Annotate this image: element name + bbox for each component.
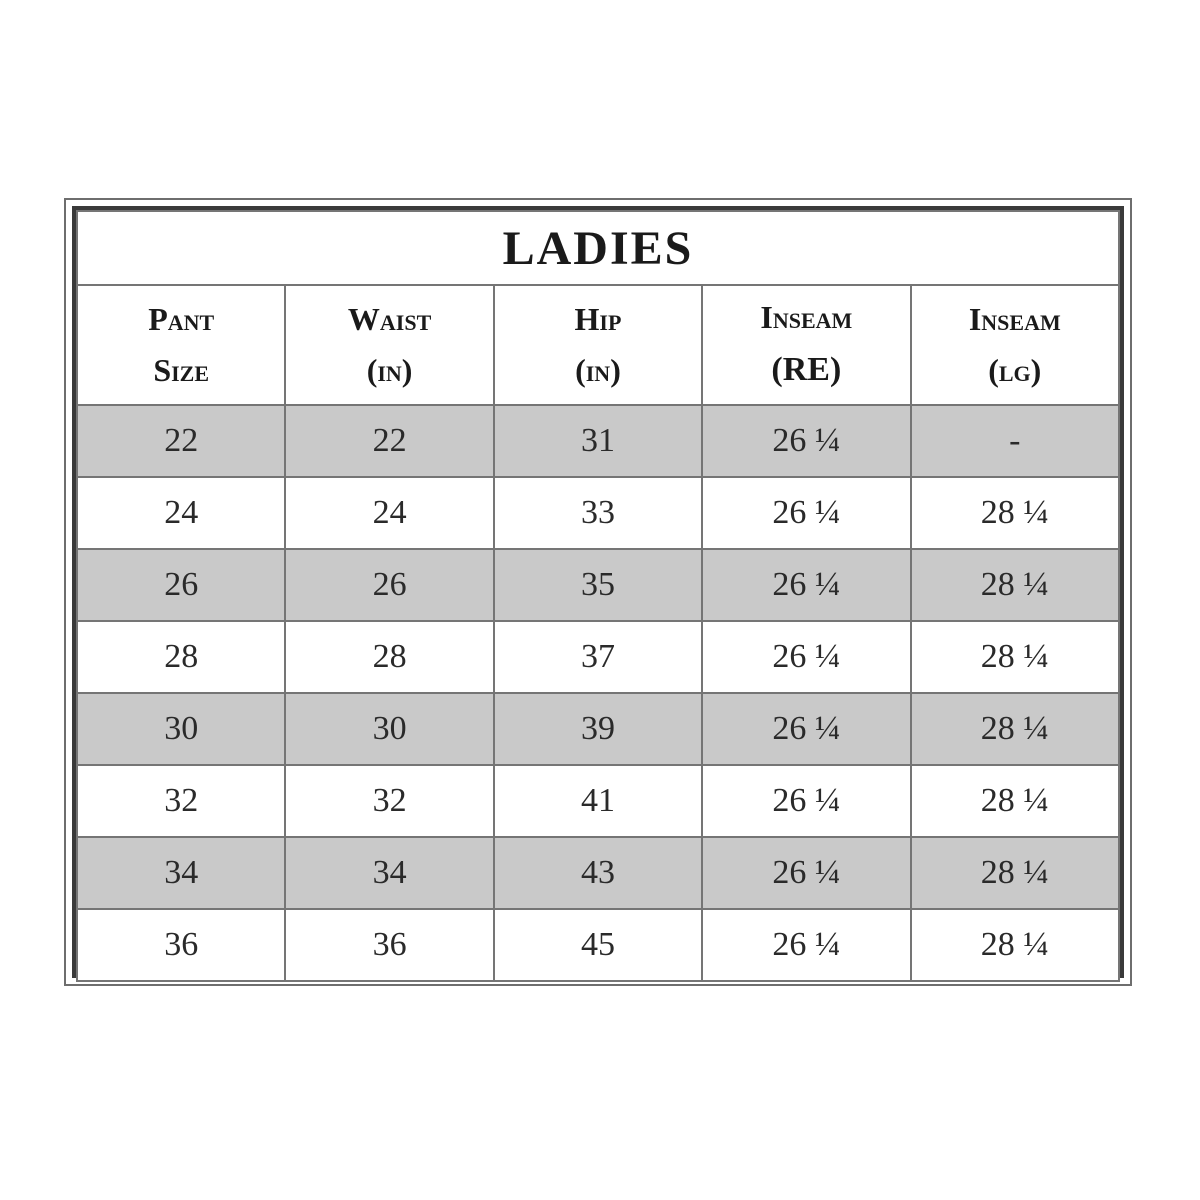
header-line1: Pant [148,300,215,337]
table-cell: 28 ¼ [911,909,1119,981]
header-line2: (lg) [988,352,1042,388]
table-cell: 24 [285,477,493,549]
table-cell: 30 [285,693,493,765]
table-cell: 22 [77,405,285,477]
table-cell: 28 [285,621,493,693]
table-cell: 36 [77,909,285,981]
table-cell: 26 ¼ [702,477,910,549]
table-row [77,693,1119,765]
table-cell: 28 ¼ [911,765,1119,837]
table-cell: 45 [494,909,702,981]
table-cell: 26 ¼ [702,405,910,477]
column-header-inseam-re [702,285,910,405]
table-row [77,837,1119,909]
table-cell: 33 [494,477,702,549]
table-cell: 30 [77,693,285,765]
table-cell: 26 [285,549,493,621]
size-chart-inner-frame [72,206,1124,978]
table-cell: 32 [77,765,285,837]
table-cell: 28 ¼ [911,477,1119,549]
table-cell: 35 [494,549,702,621]
table-cell: 24 [77,477,285,549]
table-row [77,909,1119,981]
table-cell: 32 [285,765,493,837]
ladies-size-table [76,210,1120,982]
table-row [77,477,1119,549]
title-row [77,211,1119,285]
table-cell: 26 [77,549,285,621]
column-header-pant-size [77,285,285,405]
table-cell: 26 ¼ [702,621,910,693]
header-line2: (in) [575,352,621,388]
header-line1: Hip [574,300,622,337]
table-cell: - [911,405,1119,477]
table-row [77,621,1119,693]
header-line1: Inseam [760,299,853,336]
table-cell: 28 ¼ [911,621,1119,693]
header-line1: Waist [347,300,432,337]
column-header-waist [285,285,493,405]
header-line2: (in) [366,352,413,388]
table-title: LADIES [77,211,1119,285]
header-line1: Inseam [968,300,1061,337]
table-row [77,765,1119,837]
table-cell: 43 [494,837,702,909]
table-cell: 26 ¼ [702,837,910,909]
table-cell: 26 ¼ [702,909,910,981]
header-line2: (RE) [771,351,842,389]
table-cell: 31 [494,405,702,477]
table-cell: 28 ¼ [911,837,1119,909]
table-cell: 34 [285,837,493,909]
table-cell: 26 ¼ [702,693,910,765]
column-header-hip [494,285,702,405]
table-cell: 26 ¼ [702,549,910,621]
table-cell: 22 [285,405,493,477]
table-cell: 26 ¼ [702,765,910,837]
table-cell: 37 [494,621,702,693]
table-cell: 28 ¼ [911,549,1119,621]
column-header-inseam-lg [911,285,1119,405]
table-cell: 34 [77,837,285,909]
header-line2: Size [153,352,210,388]
table-cell: 28 ¼ [911,693,1119,765]
table-cell: 36 [285,909,493,981]
table-cell: 28 [77,621,285,693]
table-row [77,549,1119,621]
table-row [77,405,1119,477]
table-cell: 41 [494,765,702,837]
size-chart-frame [64,198,1132,986]
header-row [77,285,1119,405]
table-cell: 39 [494,693,702,765]
